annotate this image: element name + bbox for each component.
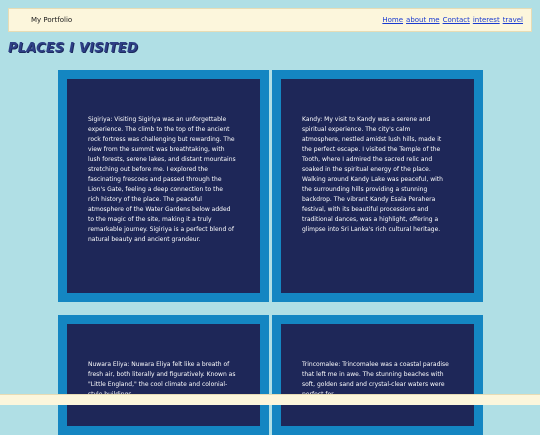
- card-sigiriya: [58, 70, 269, 302]
- nav-link-travel[interactable]: travel: [502, 16, 523, 24]
- card-text: Kandy: My visit to Kandy was a serene and spiritual experience. The city's calm atmosphere, nestled amidst lush hills, made it the perfect escape. I visited the Temple of the Tooth, where I admired the sacred relic and soaked in the spiritual energy of the place. Walking around Kandy Lake was peaceful, with the surrounding hills providing a stunning backdrop. The vibrant Kandy Esala Perahera festival, with its beautiful processions and traditional dances, was a highlight, offering a glimpse into Sri Lanka's rich cultural heritage.: [302, 116, 443, 233]
- page-title: PLACES I VISITED: [8, 41, 138, 56]
- card-text: Trincomalee: Trincomalee was a coastal paradise that left me in awe. The stunning beaches with soft, golden sand and crystal-clear waters were: [302, 361, 449, 388]
- card-kandy: [272, 70, 483, 302]
- card-trincomalee: [272, 315, 483, 435]
- card-text: Nuwara Eliya: Nuwara Eliya felt like a breath of fresh air, both literally and figuratively. Known as "Little England," the cool climate and colonial-: [88, 361, 236, 388]
- nav-link-home[interactable]: Home: [382, 16, 404, 24]
- nav-link-interest[interactable]: interest: [472, 16, 500, 24]
- card-nuwara-eliya: [58, 315, 269, 435]
- nav-link-about-me[interactable]: about me: [406, 16, 440, 24]
- top-navbar: [8, 8, 532, 32]
- nav-links: [382, 16, 523, 24]
- card-text: Sigiriya: Visiting Sigiriya was an unforgettable experience. The climb to the top of the ancient rock fortress was challenging but rewarding. The view from the summit was breathtaking, with lush forests, serene lakes, and distant mountains stretching out before me. I explored the fascinating frescoes and passed through the Lion's Gate, feeling a deep connection to the rich history of the place. The peaceful atmosphere of the Water Gardens below added to the magic of the site, making it a truly remarkable journey. Sigiriya is a perfect blend of natural beauty and ancient grandeur.: [88, 116, 236, 243]
- brand-label: My Portfolio: [31, 16, 73, 24]
- nav-link-contact[interactable]: Contact: [442, 16, 470, 24]
- footer-strip: [0, 394, 540, 405]
